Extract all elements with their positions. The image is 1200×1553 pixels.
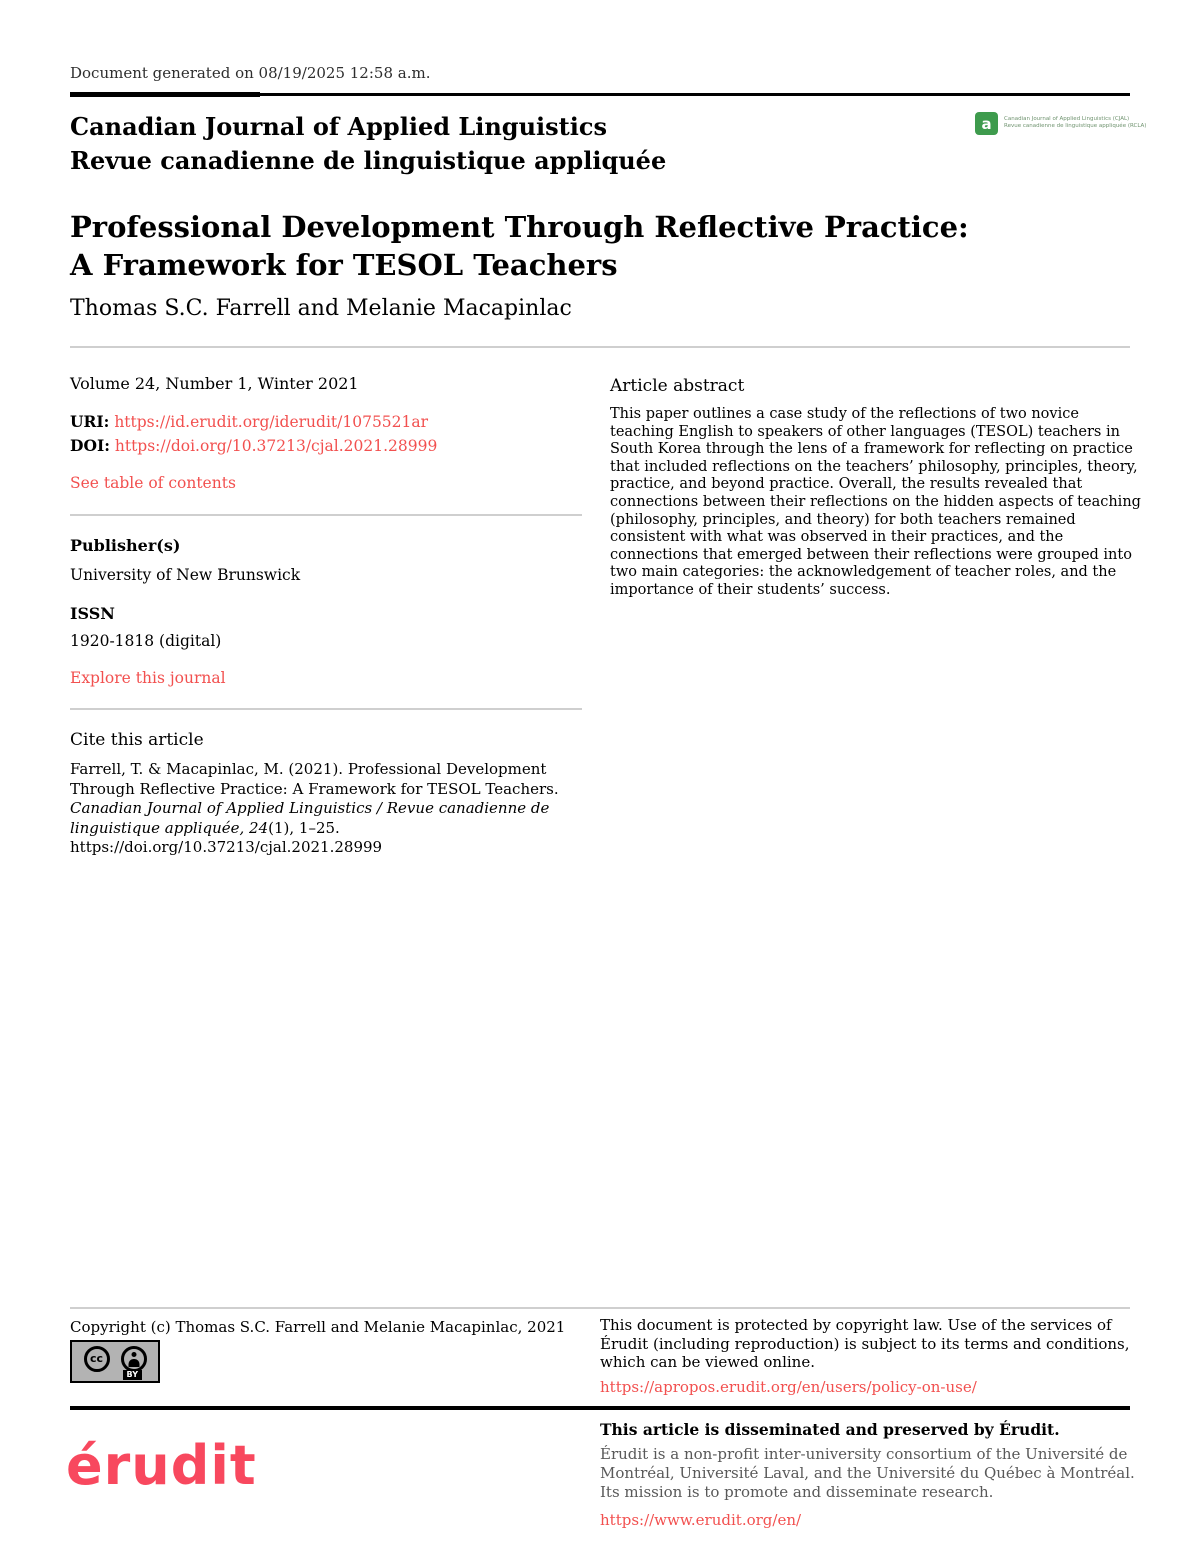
cc-by-label: BY xyxy=(123,1370,142,1380)
erudit-logo: érudit xyxy=(66,1434,257,1497)
footer-rule xyxy=(70,1406,1130,1410)
copyright-line: Copyright (c) Thomas S.C. Farrell and Melanie Macapinlac, 2021 xyxy=(70,1318,566,1336)
left-column-divider-2 xyxy=(70,708,582,710)
journal-title-block xyxy=(70,110,666,178)
doi-line xyxy=(70,434,437,458)
table-of-contents-link[interactable]: See table of contents xyxy=(70,474,236,492)
footer-text-block xyxy=(600,1420,1140,1529)
doi-link[interactable]: https://doi.org/10.37213/cjal.2021.28999 xyxy=(114,437,438,455)
cc-person-head xyxy=(131,1352,136,1357)
citation-text xyxy=(70,760,572,858)
rights-section-divider xyxy=(70,1307,1130,1309)
cite-article-heading: Cite this article xyxy=(70,730,204,750)
identifier-block xyxy=(70,410,437,458)
left-column-divider-1 xyxy=(70,514,582,516)
abstract-body: This paper outlines a case study of the reflections of two novice teaching English to speakers of other languages (TESOL) teachers in South Korea through the lens of a framework for reflecting on practice that included reflections on the teachers’ philosophy, principles, theory, practice, and beyond practice. Overall, the results revealed that connections between their reflections on the hidden aspects of teaching (philosophy, principles, and theory) for both teachers remained consistent with what was observed in their practices, and the connections that emerged between their reflections were grouped into two main categories: the acknowledgement of teacher roles, and the importance of their students’ success. xyxy=(610,406,1141,598)
disseminated-line: This article is disseminated and preserved by Érudit. xyxy=(600,1420,1060,1439)
erudit-home-link[interactable]: https://www.erudit.org/en/ xyxy=(600,1511,802,1529)
explore-journal-link[interactable]: Explore this journal xyxy=(70,669,226,687)
top-rule-thick-segment xyxy=(70,92,260,97)
generated-timestamp: Document generated on 08/19/2025 12:58 a.m. xyxy=(70,64,431,82)
uri-link[interactable]: https://id.erudit.org/iderudit/1075521ar xyxy=(114,413,429,431)
uri-line xyxy=(70,410,437,434)
policy-on-use-link[interactable]: https://apropos.erudit.org/en/users/policy-on-use/ xyxy=(600,1378,977,1396)
citation-part-1: Farrell, T. & Macapinlac, M. (2021). Professional Development Through Reflective Practice: A Framework for TESOL Teachers. xyxy=(70,760,559,798)
article-authors: Thomas S.C. Farrell and Melanie Macapinlac xyxy=(70,296,572,321)
journal-logo-block xyxy=(975,112,1146,135)
issn-value: 1920-1818 (digital) xyxy=(70,632,222,650)
journal-logo-caption-line2: Revue canadienne de linguistique appliquée (RCLA) xyxy=(1004,123,1147,129)
uri-label: URI: xyxy=(70,412,110,431)
issn-heading: ISSN xyxy=(70,604,115,623)
citation-journal-italic: Canadian Journal of Applied Linguistics / Revue canadienne de linguistique appliquée, 24 xyxy=(70,799,550,837)
article-title: Professional Development Through Reflective Practice: A Framework for TESOL Teachers xyxy=(70,210,969,282)
doi-label: DOI: xyxy=(70,436,110,455)
publisher-name: University of New Brunswick xyxy=(70,566,301,584)
cc-by-person-icon xyxy=(121,1346,147,1372)
citation-part-2: (1), 1–25. xyxy=(268,818,340,837)
issue-line: Volume 24, Number 1, Winter 2021 xyxy=(70,374,359,393)
journal-logo-icon: a xyxy=(975,112,998,135)
header-divider xyxy=(70,346,1130,348)
cc-by-license-badge[interactable] xyxy=(70,1340,160,1383)
journal-logo-caption xyxy=(1004,112,1146,130)
journal-logo-caption-line1: Canadian Journal of Applied Linguistics (CJAL) xyxy=(1004,116,1130,122)
journal-title-fr: Revue canadienne de linguistique appliquée xyxy=(70,146,667,175)
citation-doi-link[interactable]: https://doi.org/10.37213/cjal.2021.28999 xyxy=(70,838,383,856)
cc-icon: cc xyxy=(84,1346,110,1372)
publisher-heading: Publisher(s) xyxy=(70,536,181,555)
cc-person-body xyxy=(128,1359,139,1367)
abstract-heading: Article abstract xyxy=(610,376,745,396)
erudit-about-text: Érudit is a non-profit inter-university consortium of the Université de Montréal, Université Laval, and the Université du Québec à Montréal. Its mission is to promote and disseminate research. xyxy=(600,1445,1135,1501)
copyright-protection-text: This document is protected by copyright law. Use of the services of Érudit (including reproduction) is subject to its terms and conditions, which can be viewed online. xyxy=(600,1316,1130,1371)
journal-title-en: Canadian Journal of Applied Linguistics xyxy=(70,112,607,141)
